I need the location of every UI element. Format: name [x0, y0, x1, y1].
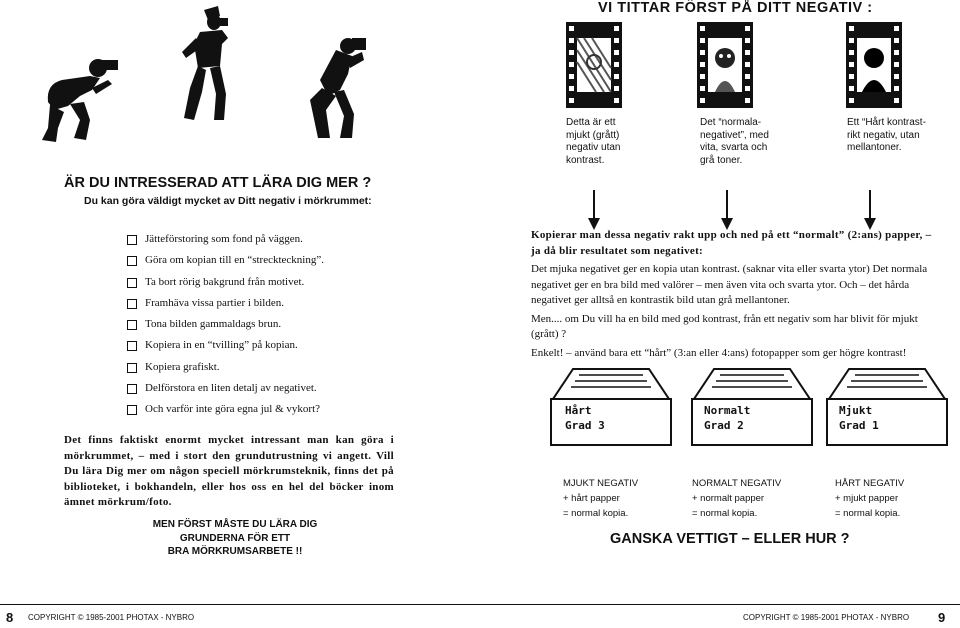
list-item: Framhäva vissa partier i bilden.: [124, 297, 324, 318]
copyright-right: COPYRIGHT © 1985-2001 PHOTAX - NYBRO: [743, 613, 910, 622]
down-arrow-icon: [720, 190, 734, 230]
checkbox-icon: [127, 235, 137, 245]
checkbox-icon: [127, 256, 137, 266]
page-number-right: 9: [938, 610, 946, 625]
list-item: Kopiera grafiskt.: [124, 361, 324, 382]
film-negative-icon: [846, 22, 902, 108]
page-heading: ÄR DU INTRESSERAD ATT LÄRA DIG MER ?: [64, 175, 372, 191]
page-subheading: Du kan göra väldigt mycket av Ditt negativ i mörkrummet:: [84, 195, 372, 207]
combo-caption-soft: MJUKT NEGATIV + hårt papper = normal kopia.: [563, 478, 639, 519]
film-caption-normal: Det “normala- negativet”, med vita, svarta och grå toner.: [700, 117, 769, 166]
figure-standing-camera-illustration: [176, 4, 236, 126]
footer-divider: [0, 604, 960, 605]
down-arrow-icon: [863, 190, 877, 230]
list-item: Göra om kopian till en “streckteckning”.: [124, 254, 324, 275]
printing-explanation: Kopierar man dessa negativ rakt upp och ned på ett “normalt” (2:ans) papper, – ja då blir resultatet som negativet: Det mjuka negativet ger en kopia utan kontrast. (saknar vita eller svarta ytor) Det normala negativet ger en bra bild med valörer – men även vita och svarta ytor. Och – det hårda negativet ger alltså en kontrastik bild utan grå mellantoner. Men.... om Du vill ha en bild med god kontrast, från ett negativ som har blivit för mjukt (grått) ? Enkelt! – använd bara ett “hårt” (3:an eller 4:ans) fotopapper som ger högre kontrast!: [531, 229, 932, 359]
closing-question: GANSKA VETTIGT – ELLER HUR ?: [610, 531, 850, 547]
film-negative-icon: [697, 22, 753, 108]
combo-caption-normal: NORMALT NEGATIV + normalt papper = normal kopia.: [692, 478, 782, 519]
checkbox-icon: [127, 278, 137, 288]
figure-bent-camera-illustration: [300, 30, 372, 142]
checkbox-icon: [127, 341, 137, 351]
checkbox-icon: [127, 299, 137, 309]
list-item: Tona bilden gammaldags brun.: [124, 318, 324, 339]
page-number-left: 8: [6, 610, 14, 625]
film-caption-soft: Detta är ett mjukt (grått) negativ utan kontrast.: [566, 117, 621, 166]
paper-box-soft: Mjukt Grad 1: [825, 365, 949, 447]
list-item: Delförstora en liten detalj av negativet.: [124, 382, 324, 403]
paper-box-normal: Normalt Grad 2: [690, 365, 814, 447]
film-negative-icon: [566, 22, 622, 108]
checkbox-icon: [127, 405, 137, 415]
copyright-left: COPYRIGHT © 1985-2001 PHOTAX - NYBRO: [28, 613, 195, 622]
negatives-section-title: VI TITTAR FÖRST PÅ DITT NEGATIV :: [598, 0, 873, 16]
checklist: [124, 233, 324, 425]
film-caption-hard: Ett “Hårt kontrast- rikt negativ, utan mellantoner.: [847, 117, 926, 153]
down-arrow-icon: [587, 190, 601, 230]
checkbox-icon: [127, 384, 137, 394]
paper-box-hard: Hårt Grad 3: [549, 365, 673, 447]
list-item: Och varför inte göra egna jul & vykort?: [124, 403, 324, 424]
list-item: Kopiera in en “tvilling” på kopian.: [124, 339, 324, 360]
figure-crouching-camera-illustration: [40, 50, 122, 145]
basics-callout: MEN FÖRST MÅSTE DU LÄRA DIG GRUNDERNA FÖR ETT BRA MÖRKRUMSARBETE !!: [152, 519, 318, 557]
checkbox-icon: [127, 320, 137, 330]
list-item: Jätteförstoring som fond på väggen.: [124, 233, 324, 254]
combo-caption-hard: HÅRT NEGATIV + mjukt papper = normal kopia.: [835, 478, 905, 519]
intro-paragraph: Det finns faktiskt enormt mycket intressant man kan göra i mörkrummet, – med i stort den grundutrustning vi angett. Vill Du lära Dig mer om någon speciell mörkrumsteknik, finns det på biblioteket, i bokhandeln, eller hos oss en hel del böcker inom ämnet mörkrum/foto.: [64, 434, 394, 509]
checkbox-icon: [127, 363, 137, 373]
list-item: Ta bort rörig bakgrund från motivet.: [124, 276, 324, 297]
